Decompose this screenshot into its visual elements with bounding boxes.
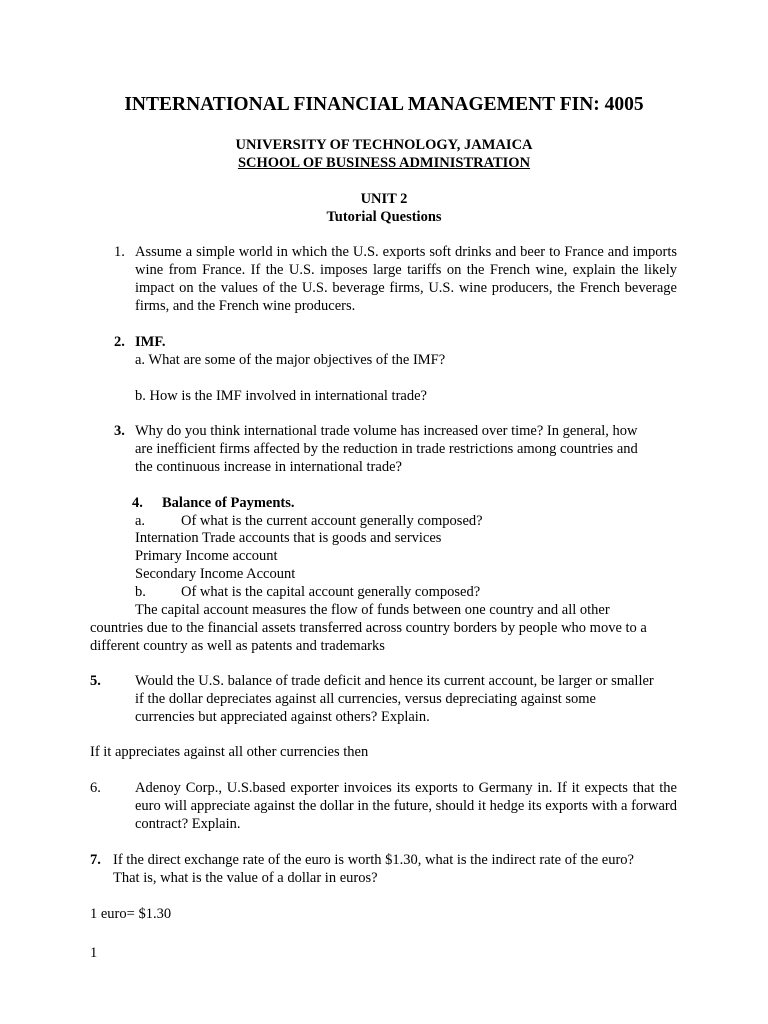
- unit-label: UNIT 2: [360, 191, 408, 207]
- question-7-line: If the direct exchange rate of the euro is worth $1.30, what is the indirect rate of the euro?: [113, 852, 634, 868]
- question-2-number: 2.: [114, 334, 125, 350]
- question-3-number: 3.: [114, 423, 125, 439]
- question-5-line: currencies but appreciated against others? Explain.: [135, 709, 430, 725]
- question-5-line: if the dollar depreciates against all currencies, versus depreciating against some: [135, 691, 596, 707]
- question-4a-text: Of what is the current account generally composed?: [181, 513, 483, 529]
- question-7-line: That is, what is the value of a dollar in euros?: [113, 870, 378, 886]
- question-3-line: are inefficient firms affected by the reduction in trade restrictions among countries and: [135, 441, 638, 457]
- question-1-number: 1.: [114, 244, 125, 260]
- answer-line: Secondary Income Account: [135, 566, 296, 582]
- question-3-line: Why do you think international trade volume has increased over time? In general, how: [135, 423, 638, 439]
- question-7-answer: 1 euro= $1.30: [90, 906, 172, 922]
- question-6-number: 6.: [90, 780, 101, 796]
- page-number: 1: [90, 945, 98, 961]
- university-name: UNIVERSITY OF TECHNOLOGY, JAMAICA: [235, 137, 533, 153]
- answer-line: Internation Trade accounts that is goods and services: [135, 530, 442, 546]
- answer-line: different country as well as patents and trademarks: [90, 638, 385, 654]
- question-6-text: Adenoy Corp., U.S.based exporter invoices its exports to Germany in. If it expects that the euro will appreciate against the dollar in the future, should it hedge its exports with a forward contract? Explain.: [135, 780, 677, 832]
- question-4b-label: b.: [135, 584, 146, 600]
- question-5-number: 5.: [90, 673, 101, 689]
- question-5-answer: If it appreciates against all other currencies then: [90, 744, 369, 760]
- question-4-heading: Balance of Payments.: [162, 495, 295, 511]
- document-title: INTERNATIONAL FINANCIAL MANAGEMENT FIN: 4005: [124, 94, 644, 115]
- answer-line: The capital account measures the flow of funds between one country and all other: [135, 602, 610, 618]
- school-name: [0, 154, 768, 172]
- school-name-text: SCHOOL OF BUSINESS ADMINISTRATION: [237, 155, 531, 171]
- question-4b-text: Of what is the capital account generally composed?: [181, 584, 481, 600]
- question-2a: a. What are some of the major objectives of the IMF?: [135, 352, 446, 368]
- question-3-line: the continuous increase in international trade?: [135, 459, 402, 475]
- question-1-text: Assume a simple world in which the U.S. exports soft drinks and beer to France and imports wine from France. If the U.S. imposes large tariffs on the French wine, explain the likely impact on the values of the U.S. beverage firms, U.S. wine producers, the French beverage firms, and the French wine producers.: [135, 244, 677, 314]
- question-5-line: Would the U.S. balance of trade deficit and hence its current account, be larger or smaller: [135, 673, 654, 689]
- question-7-number: 7.: [90, 852, 101, 868]
- tutorial-subtitle: Tutorial Questions: [326, 209, 442, 225]
- question-4-number: 4.: [132, 495, 143, 511]
- question-2-heading: IMF.: [135, 334, 166, 350]
- question-2b: b. How is the IMF involved in international trade?: [135, 388, 427, 404]
- answer-line: Primary Income account: [135, 548, 278, 564]
- question-4a-label: a.: [135, 513, 146, 529]
- answer-line: countries due to the financial assets transferred across country borders by people who move to a: [90, 620, 647, 636]
